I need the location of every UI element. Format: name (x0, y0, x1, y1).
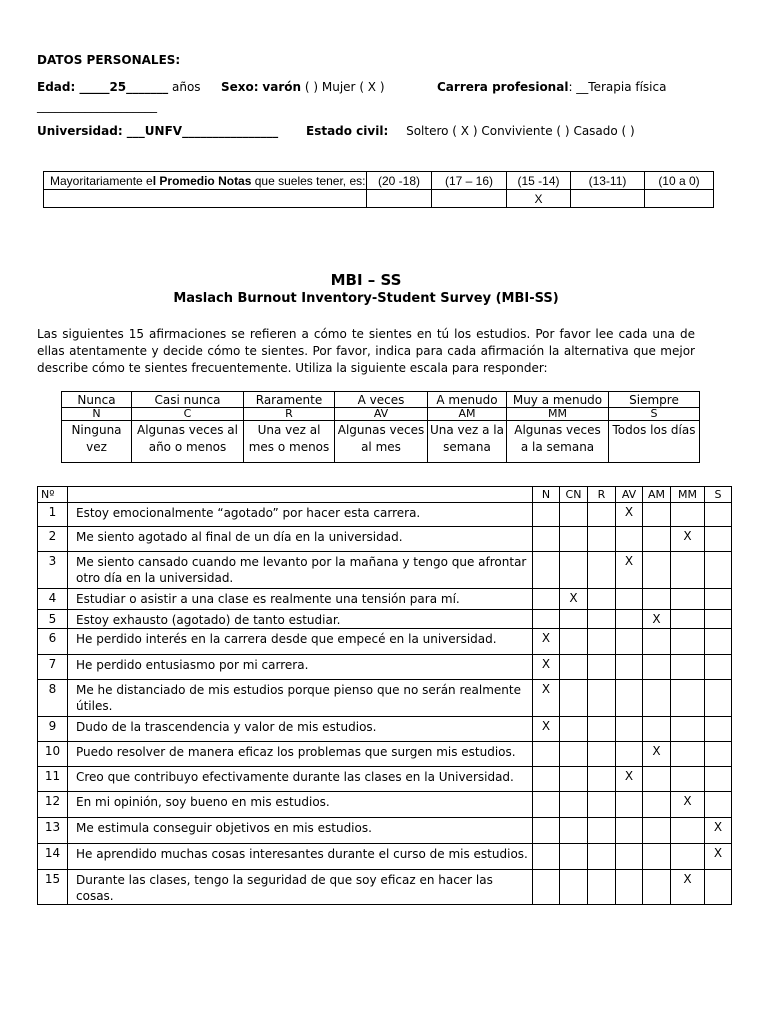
item-text: Me siento cansado cuando me levanto por la mañana y tengo que afrontar otro día en la universidad. (68, 552, 533, 589)
scale-description: Algunas veces a la semana (507, 421, 609, 463)
male-checkbox[interactable]: ( ) (304, 80, 319, 94)
item-mark-cell[interactable] (643, 552, 671, 589)
instructions-paragraph: Las siguientes 15 afirmaciones se refieren a cómo te sientes en tú los estudios. Por favor lee cada una de ellas atentamente y decide cómo te sientes. Por favor, indica para cada afirmación la alternativa que mejor describe cómo te sientes frecuentemente. Utiliza la siguiente escala para responder: (37, 327, 695, 375)
university-label: Universidad: (37, 124, 123, 138)
item-mark-cell[interactable] (588, 870, 616, 905)
age-label: Edad: (37, 80, 76, 94)
item-mark-cell[interactable] (588, 818, 616, 844)
item-mark-cell[interactable] (616, 742, 643, 767)
item-text: Me he distanciado de mis estudios porque pienso que no serán realmente útiles. (68, 680, 533, 717)
female-label: Mujer (321, 80, 356, 94)
item-mark-cell[interactable] (560, 527, 588, 552)
item-mark-cell[interactable] (671, 629, 705, 655)
item-row (38, 629, 732, 655)
item-number: 12 (38, 792, 68, 818)
item-mark-cell[interactable]: X (533, 680, 560, 717)
university-line (37, 124, 278, 138)
item-mark-cell[interactable] (616, 717, 643, 742)
item-mark-cell[interactable] (616, 818, 643, 844)
item-mark-cell[interactable] (588, 717, 616, 742)
scale-table (61, 391, 700, 463)
item-mark-cell[interactable]: X (643, 742, 671, 767)
item-mark-cell[interactable] (533, 870, 560, 905)
item-row (38, 742, 732, 767)
item-mark-cell[interactable] (643, 589, 671, 610)
mbi-items-table (37, 486, 732, 905)
item-mark-cell[interactable] (671, 552, 705, 589)
female-checkbox[interactable]: ( X ) (359, 80, 385, 94)
item-mark-cell[interactable] (643, 792, 671, 818)
item-mark-cell[interactable] (643, 527, 671, 552)
item-row (38, 717, 732, 742)
grade-range: (15 -14) (507, 172, 571, 190)
item-mark-cell[interactable] (533, 792, 560, 818)
item-mark-cell[interactable] (705, 629, 732, 655)
item-mark-cell[interactable] (560, 818, 588, 844)
item-mark-cell[interactable]: X (616, 503, 643, 527)
scale-description: Una vez a la semana (428, 421, 507, 463)
item-mark-cell[interactable] (705, 742, 732, 767)
item-mark-cell[interactable] (671, 742, 705, 767)
item-mark-cell[interactable] (616, 870, 643, 905)
item-text: Creo que contribuyo efectivamente durante las clases en la Universidad. (68, 767, 533, 792)
item-number: 7 (38, 655, 68, 680)
grades-question: Mayoritariamente el Promedio Notas que sueles tener, es: (44, 172, 367, 190)
scale-name: Casi nunca (132, 392, 244, 408)
item-mark-cell[interactable] (533, 818, 560, 844)
scale-code: S (609, 408, 700, 421)
item-mark-cell[interactable] (671, 844, 705, 870)
item-mark-cell[interactable]: X (533, 717, 560, 742)
item-number: 3 (38, 552, 68, 589)
item-row (38, 503, 732, 527)
scale-code: MM (507, 408, 609, 421)
item-mark-cell[interactable] (705, 767, 732, 792)
item-mark-cell[interactable] (588, 742, 616, 767)
grades-answer-row (44, 190, 714, 208)
item-number: 13 (38, 818, 68, 844)
item-mark-cell[interactable]: X (560, 589, 588, 610)
col-header: N (533, 487, 560, 503)
scale-name: Nunca (62, 392, 132, 408)
item-row (38, 589, 732, 610)
item-mark-cell[interactable] (643, 818, 671, 844)
grade-range: (10 a 0) (645, 172, 714, 190)
col-header: S (705, 487, 732, 503)
item-mark-cell[interactable] (643, 870, 671, 905)
item-mark-cell[interactable] (671, 610, 705, 629)
item-mark-cell[interactable] (671, 589, 705, 610)
item-row (38, 655, 732, 680)
grade-mark[interactable]: X (507, 190, 571, 208)
scale-description: Algunas veces al año o menos (132, 421, 244, 463)
item-mark-cell[interactable] (560, 655, 588, 680)
item-mark-cell[interactable] (643, 655, 671, 680)
item-mark-cell[interactable] (533, 742, 560, 767)
item-row (38, 527, 732, 552)
item-mark-cell[interactable] (588, 792, 616, 818)
item-number: 10 (38, 742, 68, 767)
civil-status-label: Estado civil: (306, 124, 389, 138)
grades-header-row (44, 172, 714, 190)
age-value[interactable]: _____25_______ (75, 80, 169, 94)
scale-code: AM (428, 408, 507, 421)
item-mark-cell[interactable] (643, 717, 671, 742)
page-title: MBI – SS (330, 271, 402, 289)
item-mark-cell[interactable] (671, 717, 705, 742)
item-row (38, 792, 732, 818)
item-row (38, 552, 732, 589)
item-mark-cell[interactable] (533, 767, 560, 792)
item-text: He perdido interés en la carrera desde que empecé en la universidad. (68, 629, 533, 655)
scale-name: Raramente (244, 392, 335, 408)
item-mark-cell[interactable] (643, 629, 671, 655)
item-mark-cell[interactable] (643, 503, 671, 527)
item-mark-cell[interactable] (588, 503, 616, 527)
scale-code: C (132, 408, 244, 421)
col-header: AV (616, 487, 643, 503)
scale-name: A veces (335, 392, 428, 408)
scale-code: R (244, 408, 335, 421)
item-mark-cell[interactable] (616, 844, 643, 870)
item-mark-cell[interactable] (560, 792, 588, 818)
item-mark-cell[interactable] (705, 503, 732, 527)
grades-empty-cell (44, 190, 367, 208)
item-mark-cell[interactable] (616, 655, 643, 680)
grade-mark[interactable] (367, 190, 432, 208)
item-mark-cell[interactable] (588, 527, 616, 552)
item-row (38, 818, 732, 844)
grade-range: (13-11) (571, 172, 645, 190)
item-mark-cell[interactable]: X (616, 767, 643, 792)
item-mark-cell[interactable] (643, 680, 671, 717)
grade-range: (17 – 16) (432, 172, 507, 190)
sex-label: Sexo: (221, 80, 259, 94)
scale-name: Siempre (609, 392, 700, 408)
item-text: He perdido entusiasmo por mi carrera. (68, 655, 533, 680)
item-number: 9 (38, 717, 68, 742)
item-mark-cell[interactable] (533, 844, 560, 870)
item-mark-cell[interactable] (616, 610, 643, 629)
item-mark-cell[interactable] (533, 589, 560, 610)
item-mark-cell[interactable] (616, 629, 643, 655)
career-line (437, 80, 666, 94)
item-text-header (68, 487, 533, 503)
item-mark-cell[interactable]: X (533, 655, 560, 680)
item-number: 5 (38, 610, 68, 629)
item-mark-cell[interactable] (588, 610, 616, 629)
scale-description: Una vez al mes o menos (244, 421, 335, 463)
grade-mark[interactable] (645, 190, 714, 208)
scale-name: Muy a menudo (507, 392, 609, 408)
career-underline: ____________________ (37, 99, 157, 113)
scale-codes-row (62, 408, 700, 421)
item-row (38, 844, 732, 870)
item-mark-cell[interactable]: X (533, 629, 560, 655)
career-value[interactable]: : __Terapia física (568, 80, 667, 94)
item-mark-cell[interactable] (560, 552, 588, 589)
item-mark-cell[interactable] (588, 552, 616, 589)
item-mark-cell[interactable] (705, 870, 732, 905)
item-mark-cell[interactable] (705, 610, 732, 629)
item-mark-cell[interactable] (705, 552, 732, 589)
item-mark-cell[interactable]: X (705, 844, 732, 870)
item-mark-cell[interactable] (560, 844, 588, 870)
item-mark-cell[interactable]: X (705, 818, 732, 844)
item-row (38, 680, 732, 717)
item-mark-cell[interactable]: X (671, 870, 705, 905)
grades-table (43, 171, 714, 208)
personal-heading: DATOS PERSONALES: (37, 53, 181, 67)
item-text: Durante las clases, tengo la seguridad de que soy eficaz en hacer las cosas. (68, 870, 533, 905)
item-mark-cell[interactable] (588, 629, 616, 655)
item-mark-cell[interactable] (560, 767, 588, 792)
civil-status-line (306, 124, 635, 138)
item-text: He aprendido muchas cosas interesantes durante el curso de mis estudios. (68, 844, 533, 870)
item-number: 2 (38, 527, 68, 552)
item-mark-cell[interactable] (533, 527, 560, 552)
item-mark-cell[interactable] (588, 589, 616, 610)
item-mark-cell[interactable] (560, 742, 588, 767)
item-mark-cell[interactable] (671, 680, 705, 717)
item-row (38, 767, 732, 792)
grade-mark[interactable] (571, 190, 645, 208)
scale-code: AV (335, 408, 428, 421)
item-mark-cell[interactable] (533, 610, 560, 629)
item-mark-cell[interactable] (643, 767, 671, 792)
col-header: AM (643, 487, 671, 503)
item-text: Estoy emocionalmente “agotado” por hacer esta carrera. (68, 503, 533, 527)
item-text: Puedo resolver de manera eficaz los problemas que surgen mis estudios. (68, 742, 533, 767)
item-mark-cell[interactable] (671, 503, 705, 527)
item-mark-cell[interactable] (588, 767, 616, 792)
age-line (37, 80, 201, 94)
item-mark-cell[interactable] (705, 792, 732, 818)
item-mark-cell[interactable] (671, 767, 705, 792)
item-text: Dudo de la trascendencia y valor de mis estudios. (68, 717, 533, 742)
item-mark-cell[interactable] (560, 629, 588, 655)
item-number: 14 (38, 844, 68, 870)
item-text: Me estimula conseguir objetivos en mis estudios. (68, 818, 533, 844)
scale-code: N (62, 408, 132, 421)
item-text: En mi opinión, soy bueno en mis estudios. (68, 792, 533, 818)
scale-name: A menudo (428, 392, 507, 408)
item-mark-cell[interactable] (588, 680, 616, 717)
item-mark-cell[interactable] (616, 589, 643, 610)
item-mark-cell[interactable] (643, 844, 671, 870)
sex-line (221, 80, 385, 94)
item-mark-cell[interactable] (616, 527, 643, 552)
item-mark-cell[interactable] (671, 655, 705, 680)
career-label: Carrera profesional (437, 80, 569, 94)
item-mark-cell[interactable]: X (671, 792, 705, 818)
item-mark-cell[interactable] (705, 655, 732, 680)
scale-description: Algunas veces al mes (335, 421, 428, 463)
item-number-header: Nº (38, 487, 68, 503)
scale-description: Todos los días (609, 421, 700, 463)
item-text: Estoy exhausto (agotado) de tanto estudiar. (68, 610, 533, 629)
item-mark-cell[interactable] (533, 503, 560, 527)
item-mark-cell[interactable] (705, 589, 732, 610)
item-mark-cell[interactable] (671, 818, 705, 844)
item-mark-cell[interactable] (588, 844, 616, 870)
item-mark-cell[interactable]: X (616, 552, 643, 589)
item-number: 11 (38, 767, 68, 792)
item-text: Me siento agotado al final de un día en la universidad. (68, 527, 533, 552)
item-mark-cell[interactable] (705, 680, 732, 717)
scale-description: Ninguna vez (62, 421, 132, 463)
item-number: 6 (38, 629, 68, 655)
item-mark-cell[interactable] (533, 552, 560, 589)
item-text: Estudiar o asistir a una clase es realmente una tensión para mí. (68, 589, 533, 610)
item-mark-cell[interactable] (560, 717, 588, 742)
item-mark-cell[interactable] (560, 870, 588, 905)
item-number: 1 (38, 503, 68, 527)
item-row (38, 610, 732, 629)
item-mark-cell[interactable] (616, 792, 643, 818)
item-number: 4 (38, 589, 68, 610)
item-row (38, 870, 732, 905)
married-option[interactable]: Casado ( ) (573, 124, 635, 138)
item-mark-cell[interactable]: X (643, 610, 671, 629)
item-mark-cell[interactable] (560, 503, 588, 527)
item-number: 15 (38, 870, 68, 905)
page-subtitle: Maslach Burnout Inventory-Student Survey (MBI-SS) (173, 291, 559, 306)
item-mark-cell[interactable] (705, 527, 732, 552)
male-label: varón (262, 80, 302, 94)
university-value[interactable]: ___UNFV________________ (122, 124, 279, 138)
item-mark-cell[interactable]: X (671, 527, 705, 552)
scale-descriptions-row (62, 421, 700, 463)
single-option[interactable]: Soltero ( X ) (406, 124, 478, 138)
grade-range: (20 -18) (367, 172, 432, 190)
col-header: CN (560, 487, 588, 503)
age-unit: años (172, 80, 201, 94)
item-mark-cell[interactable] (705, 717, 732, 742)
item-mark-cell[interactable] (588, 655, 616, 680)
scale-names-row (62, 392, 700, 408)
item-number: 8 (38, 680, 68, 717)
cohabiting-option[interactable]: Conviviente ( ) (481, 124, 570, 138)
col-header: R (588, 487, 616, 503)
grade-mark[interactable] (432, 190, 507, 208)
items-header-row (38, 487, 732, 503)
col-header: MM (671, 487, 705, 503)
item-mark-cell[interactable] (616, 680, 643, 717)
item-mark-cell[interactable] (560, 680, 588, 717)
item-mark-cell[interactable] (560, 610, 588, 629)
